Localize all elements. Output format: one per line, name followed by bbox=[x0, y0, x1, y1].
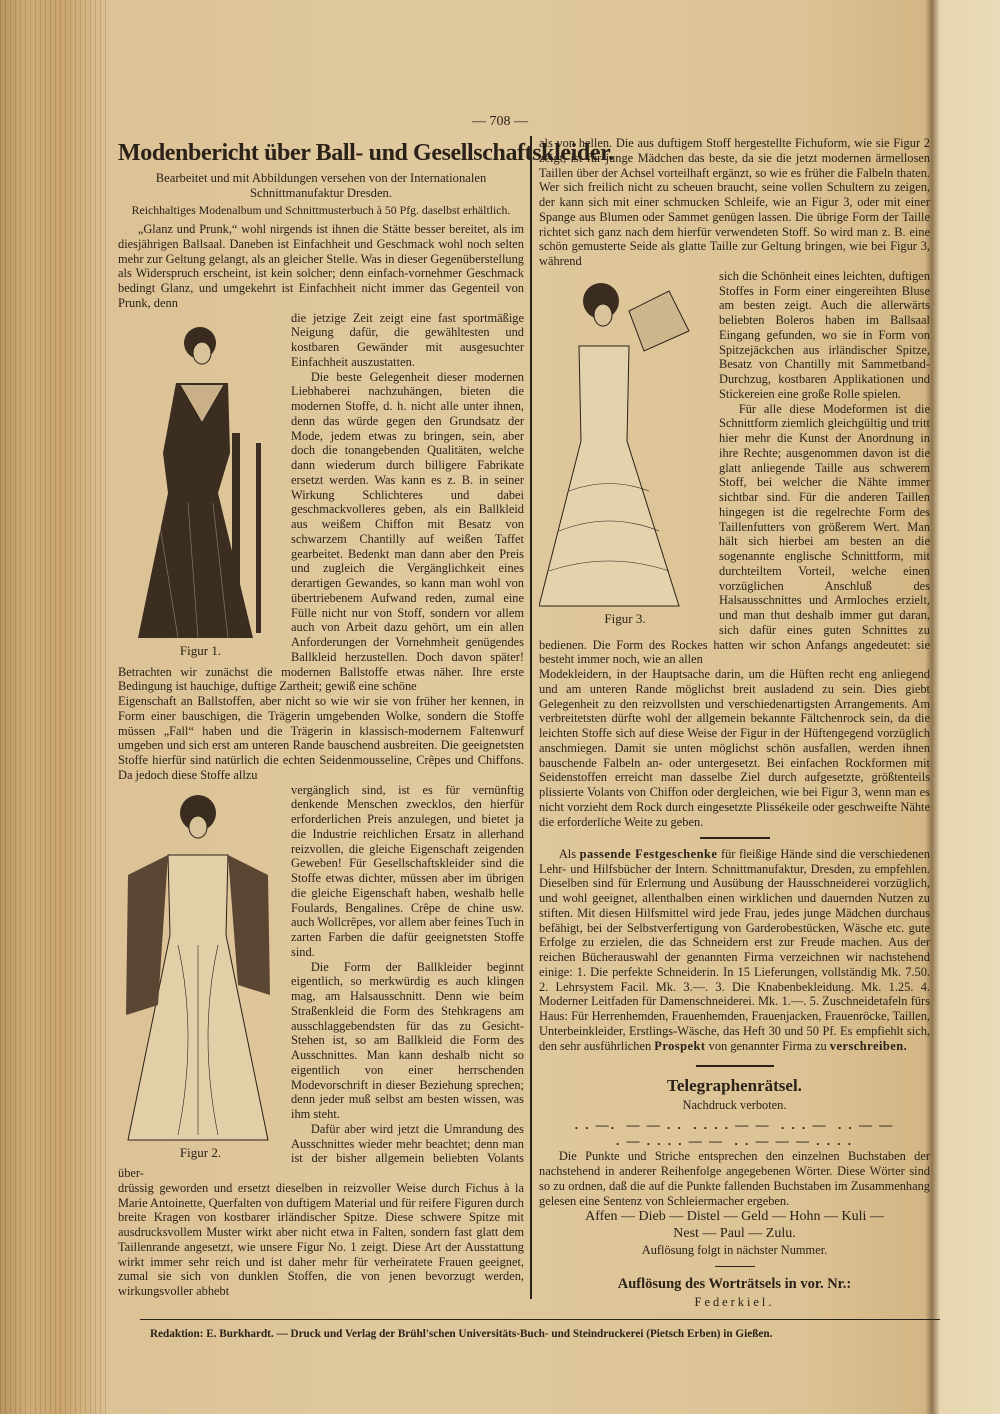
divider bbox=[696, 1065, 774, 1067]
article-paragraph: Dafür aber wird jetzt die Umrandung des Ausschnittes wieder mehr beachtet; denn man ist der bisher allgemein beliebten Volants über- bbox=[118, 1121, 524, 1180]
right-column bbox=[532, 136, 930, 1311]
article-text-right bbox=[539, 136, 930, 829]
page-stack-edge bbox=[0, 0, 110, 1414]
figure-2-caption: Figur 2. bbox=[179, 1144, 222, 1160]
notice-text: Als bbox=[558, 846, 580, 861]
figure-2 bbox=[118, 785, 283, 1161]
article-note: Reichhaltiges Modenalbum und Schnittmusterbuch à 50 Pfg. daselbst erhältlich. bbox=[131, 203, 511, 217]
solution-text: Federkiel. bbox=[694, 1295, 775, 1310]
left-column bbox=[118, 136, 614, 1299]
article-paragraph: Modekleidern, in der Hauptsache darin, um die Hüften recht eng anliegend und am unteren Rande möglichst breit ausladend zu sein. Dies giebt Gelegenheit zu den reizvollsten und verschiedenartigsten Arrangements. Am verbreitetsten dürfte wohl der allgemein bekannte Fältchenrock sein, da die leichten Stoffe sich auf diese Weise der Figur in der Hüftengegend vorzüglich anschmiegen. Damit sie unten möglichst schön ausfallen, werden ihnen bauschende Falbeln an- oder untergesetzt. Bei einfachen Rockformen mit Seidenstoffen erreicht man dasselbe Ziel durch aufgesetzte, größtenteils plissierte Volants von Chiffon oder dergleichen, wie bei Figur 3, wenn man es nicht vorzieht dem Rock durch eingesetzte Plissékeile oder geschweifte Nähte die erforderliche Weite zu geben. bbox=[539, 667, 930, 829]
notice-emphasis: verschreiben. bbox=[829, 1038, 908, 1053]
article-title: Modenbericht über Ball- und Gesellschaftskleider. bbox=[118, 140, 614, 166]
solution-title: Auflösung des Worträtsels in vor. Nr.: bbox=[617, 1276, 852, 1293]
puzzle-words: Nest — Paul — Zulu. bbox=[673, 1226, 796, 1242]
notice-text: von genannter Firma zu bbox=[705, 1038, 830, 1053]
article-paragraph: „Glanz und Prunk,“ wohl nirgends ist ihnen die Stätte besser bereitet, als im diesjährigen Ballsaal. Daneben ist Einfachheit und Geschmack wohl noch selten mehr zur Geltung gelangt, als an gleicher Stelle. Was in dieser Gegenüberstellung als Widerspruch erscheint, ist kein solcher; denn einfach-vornehmer Geschmack bedingt Glanz, und umgekehrt ist Einfachheit nicht immer das Gegenteil von Prunk, denn bbox=[118, 222, 524, 310]
article-paragraph: Eigenschaft an Ballstoffen, aber nicht so wie wir sie von früher her kennen, in Form einer bauschigen, die Trägerin umgebenden Wolke, sondern die Stoffe müssen „Fall“ haben und die Trägerin in klassisch-modernem Faltenwurf umgeben und sich erst am unteren Rande bauschend ausbreiten. Die geeignetsten Stoffe hierfür sind natürlich die echten Seidenmousseline, Crêpes und Chiffons. Da jedoch diese Stoffe allzu bbox=[118, 694, 524, 782]
figure-3-caption: Figur 3. bbox=[604, 610, 646, 626]
puzzle-code-line: . — . . . . — — . . — — — . . . . bbox=[616, 1133, 853, 1149]
divider bbox=[700, 837, 770, 839]
article-text-left bbox=[118, 222, 524, 1299]
puzzle-text bbox=[539, 1149, 930, 1208]
footer-imprint: Redaktion: E. Burkhardt. — Druck und Verlag der Brühl'schen Universitäts-Buch- und Steindruckerei (Pietsch Erben) in Gießen. bbox=[140, 1319, 940, 1380]
page-number: — 708 — bbox=[472, 114, 528, 129]
puzzle-title: Telegraphenrätsel. bbox=[667, 1076, 802, 1096]
figure-1-illustration bbox=[118, 313, 283, 643]
article-paragraph: sich die Schönheit eines leichten, duftigen Stoffes in Form einer eingereihten Bluse am besten zeigt. Auch die allerwärts beliebten Boleros haben im Ballsaal Eingang gefunden, wo sie in Form von Spitzejäckchen aus irländischer Spitze, Besatz von Chantilly mit Sammetband-Durchzug, kostbaren Applikationen und Stickereien eine große Rolle spielen. bbox=[719, 268, 930, 401]
figure-1 bbox=[118, 313, 283, 659]
article-paragraph: Die beste Gelegenheit dieser modernen Liebhaberei nachzuhängen, bieten die modernen Stoffe, d. h. nicht alle unter ihnen, denn das würde gegen den Grundsatz der Mode, jedem etwas zu bringen, sein, aber doch die tonangebenden Qualitäten, welche dann wiederum durch billigere Fabrikate ersetzt werden. Was kann es z. B. in seiner Wirkung Schlichteres und dabei geschmackvolleres geben, als ein Ballkleid aus weißem Chiffon mit Besatz von schwarzem Chantilly auf weißen Taffet gearbeitet. Bedenkt man dann aber den Preis und zugleich die Vergänglichkeit eines derartigen Gewandes, so kann man wohl von übertriebenem Aufwand reden, zumal eine Fülle nicht nur von Stoff, sondern vor allem auch von Arbeit dazu gehört, um ein allen Anforderungen der Vornehmheit genügendes Ballkleid herzustellen. Doch davon später! Betrachten wir zunächst die modernen Ballstoffe etwas näher. Ihre erste Bedingung ist hauchige, duftige Zartheit; gewiß eine schöne bbox=[118, 369, 524, 694]
puzzle-subtitle: Nachdruck verboten. bbox=[682, 1098, 787, 1113]
puzzle-words: Affen — Dieb — Distel — Geld — Hohn — Kuli — bbox=[585, 1209, 884, 1225]
figure-3 bbox=[539, 271, 711, 627]
notice-emphasis: Prospekt bbox=[654, 1038, 706, 1053]
notice-paragraph bbox=[539, 847, 930, 1054]
figure-2-illustration bbox=[118, 785, 283, 1145]
article-paragraph: als von hellen. Die aus duftigem Stoff hergestellte Fichuform, wie sie Figur 2 zeigt, ist für junge Mädchen das beste, da sie die jetzt modernen ärmellosen Taillen über der Achsel vorteilhaft ergänzt, so wie es früher die Falbeln thaten. Wer sich freilich nicht zu scheuen braucht, seine vollen Schultern zu zeigen, der kann sich mit einer schmucken Schleife, wie an Figur 3, oder mit einer Spange aus Blumen oder Sammet genügen lassen. Die übrige Form der Taille richtet sich ganz nach dem hierfür verwendeten Stoff. So wird man z. B. eine schön gemusterte Seide als glatte Taille zur Geltung bringen, wie bei Figur 3, während bbox=[539, 136, 930, 268]
puzzle-text-body: Die Punkte und Striche entsprechen den einzelnen Buchstaben der nachstehend in anderer Reihenfolge angegebenen Wörter. Diese Wörter sind so zu ordnen, daß die auf die Punkte fallenden Buchstaben im Zusammenhang gelesen eine Sentenz von Schleiermacher ergeben. bbox=[539, 1149, 930, 1208]
article-subtitle: Bearbeitet und mit Abbildungen versehen von der Internationalen Schnittmanufaktur Dresden. bbox=[155, 171, 487, 200]
figure-1-caption: Figur 1. bbox=[179, 642, 222, 658]
notice-emphasis: passende Festgeschenke bbox=[579, 846, 718, 861]
article-paragraph: drüssig geworden und ersetzt dieselben in reizvoller Weise durch Fichus à la Marie Antoinette, Querfalten von duftigem Material und für reifere Figuren durch breite Kragen von kostbarer irländischer Spitze. Diese schwere Spitze mit ausdrucksvollem Muster wirkt aber nicht etwa in Falten, sondern fast glatt dem Taillenrande angesetzt, wie unsere Figur No. 1 zeigt. Diese Art der Ausstattung wirkt immer sehr reich und ist daher mehr für verheiratete Frauen geeignet, zumal sie sich von dunklen Stoffen, die von jenen bevorzugt werden, wirkungsvoller abhebt bbox=[118, 1180, 524, 1298]
article-paragraph: vergänglich sind, ist es für vernünftig denkende Menschen zwecklos, den hierfür erforderlichen Preis anzulegen, und bietet ja die Industrie reichlichen Ersatz in allerhand reizvollen, die gleiche Eigenschaft zeigenden Geweben! Für Gesellschaftskleider sind die Stoffe etwas dichter, müssen aber im übrigen die gleiche Eigenschaft haben, weshalb helle Foulards, Bengalines. Crêpe de chine usw. auch Wollcrêpes, vor allem aber feines Tuch in zarten Farben die dafür geeignetsten Stoffe sind. bbox=[291, 782, 524, 959]
puzzle-code-line: . . —. — — . . . . . . — — . . . — . . — — bbox=[574, 1117, 895, 1133]
article-paragraph: Die Form der Ballkleider beginnt eigentlich, so merkwürdig es auch klingen mag, am Halsausschnitt. Denn wie beim Straßenkleid die Form des Stehkragens am ausschlaggebendsten für das zu Gesicht-Stehen ist, so am Ballkleid die Form des Ausschnittes. Man kann deshalb nicht so eigentlich von einer herrschenden Modevorschrift in dieser Beziehung sprechen; denn jeder muß selbst am besten wissen, was ihm steht. bbox=[291, 959, 524, 1121]
article-columns bbox=[118, 136, 930, 1311]
figure-3-illustration bbox=[539, 271, 711, 611]
notice-text: für fleißige Hände sind die verschiedenen Lehr- und Hilfsbücher der Intern. Schnittmanufaktur, Dresden, zu empfehlen. Dieselben sind für Erlernung und Ausübung der Hausschneiderei vorzüglich, und wohl geeignet, allenthalben einen wirklichen und dauernden Nutzen zu stiften. Mit diesen Hilfsmittel wird jede Frau, jedes junge Mädchen durchaus befähigt, bei der Selbstverfertigung von Garderobestücken, Wäsche etc. gute Erfolge zu erzielen, die das Schneidern erst zur Freude machen. Aus der reichen Bücherauswahl der genannten Firma verzeichnen wir nachstehend einige: 1. Die perfekte Schneiderin. In 15 Lieferungen, vollständig Mk. 7.50. 2. Lehrsystem Facil. Mk. 3.—. 3. Die Knabenbekleidung. Mk. 1.25. 4. Moderner Leitfaden für Damenschneiderei. Mk. 1.—. 5. Zuschneidetafeln fürs Haus: Für Herrenhemden, Frauenhemden, Frauenjacken, Frauenröcke, Taillen, Unterbeinkleider, Erstlings-Wäsche, das Heft 30 und 50 Pf. Es empfiehlt sich, den sehr ausführlichen bbox=[539, 846, 931, 1053]
article-paragraph: die jetzige Zeit zeigt eine fast sportmäßige Neigung dafür, die gewähltesten und kostbaren Gewänder mit ausgesuchter Einfachheit auszustatten. bbox=[291, 310, 524, 369]
divider bbox=[715, 1266, 755, 1267]
puzzle-followup: Auflösung folgt in nächster Nummer. bbox=[641, 1243, 828, 1258]
article-paragraph: Für alle diese Modeformen ist die Schnittform ziemlich gleichgültig und tritt hier mehr die Kunst der Anordnung in ihre Rechte; ausgenommen davon ist die glatt anliegende Taille aus schwerem Stoff, bei welcher die Nähte immer sichtbar sind. Für die anderen Taillen hingegen ist die regelrechte Form des Taillenfutters von größerem Wert. Man hält sich hierbei am besten an die sogenannte englische Schnittform, mit durchteiltem Vorteil, welche einen vorzüglichen Anschluß des Halsausschnittes und Armloches erzielt, und man thut deshalb immer gut daran, sich dafür eines guten Schnittes zu bedienen. Die Form des Rockes hatten wir schon Anfangs angedeutet: sie besteht immer noch, wie an allen bbox=[539, 401, 930, 667]
